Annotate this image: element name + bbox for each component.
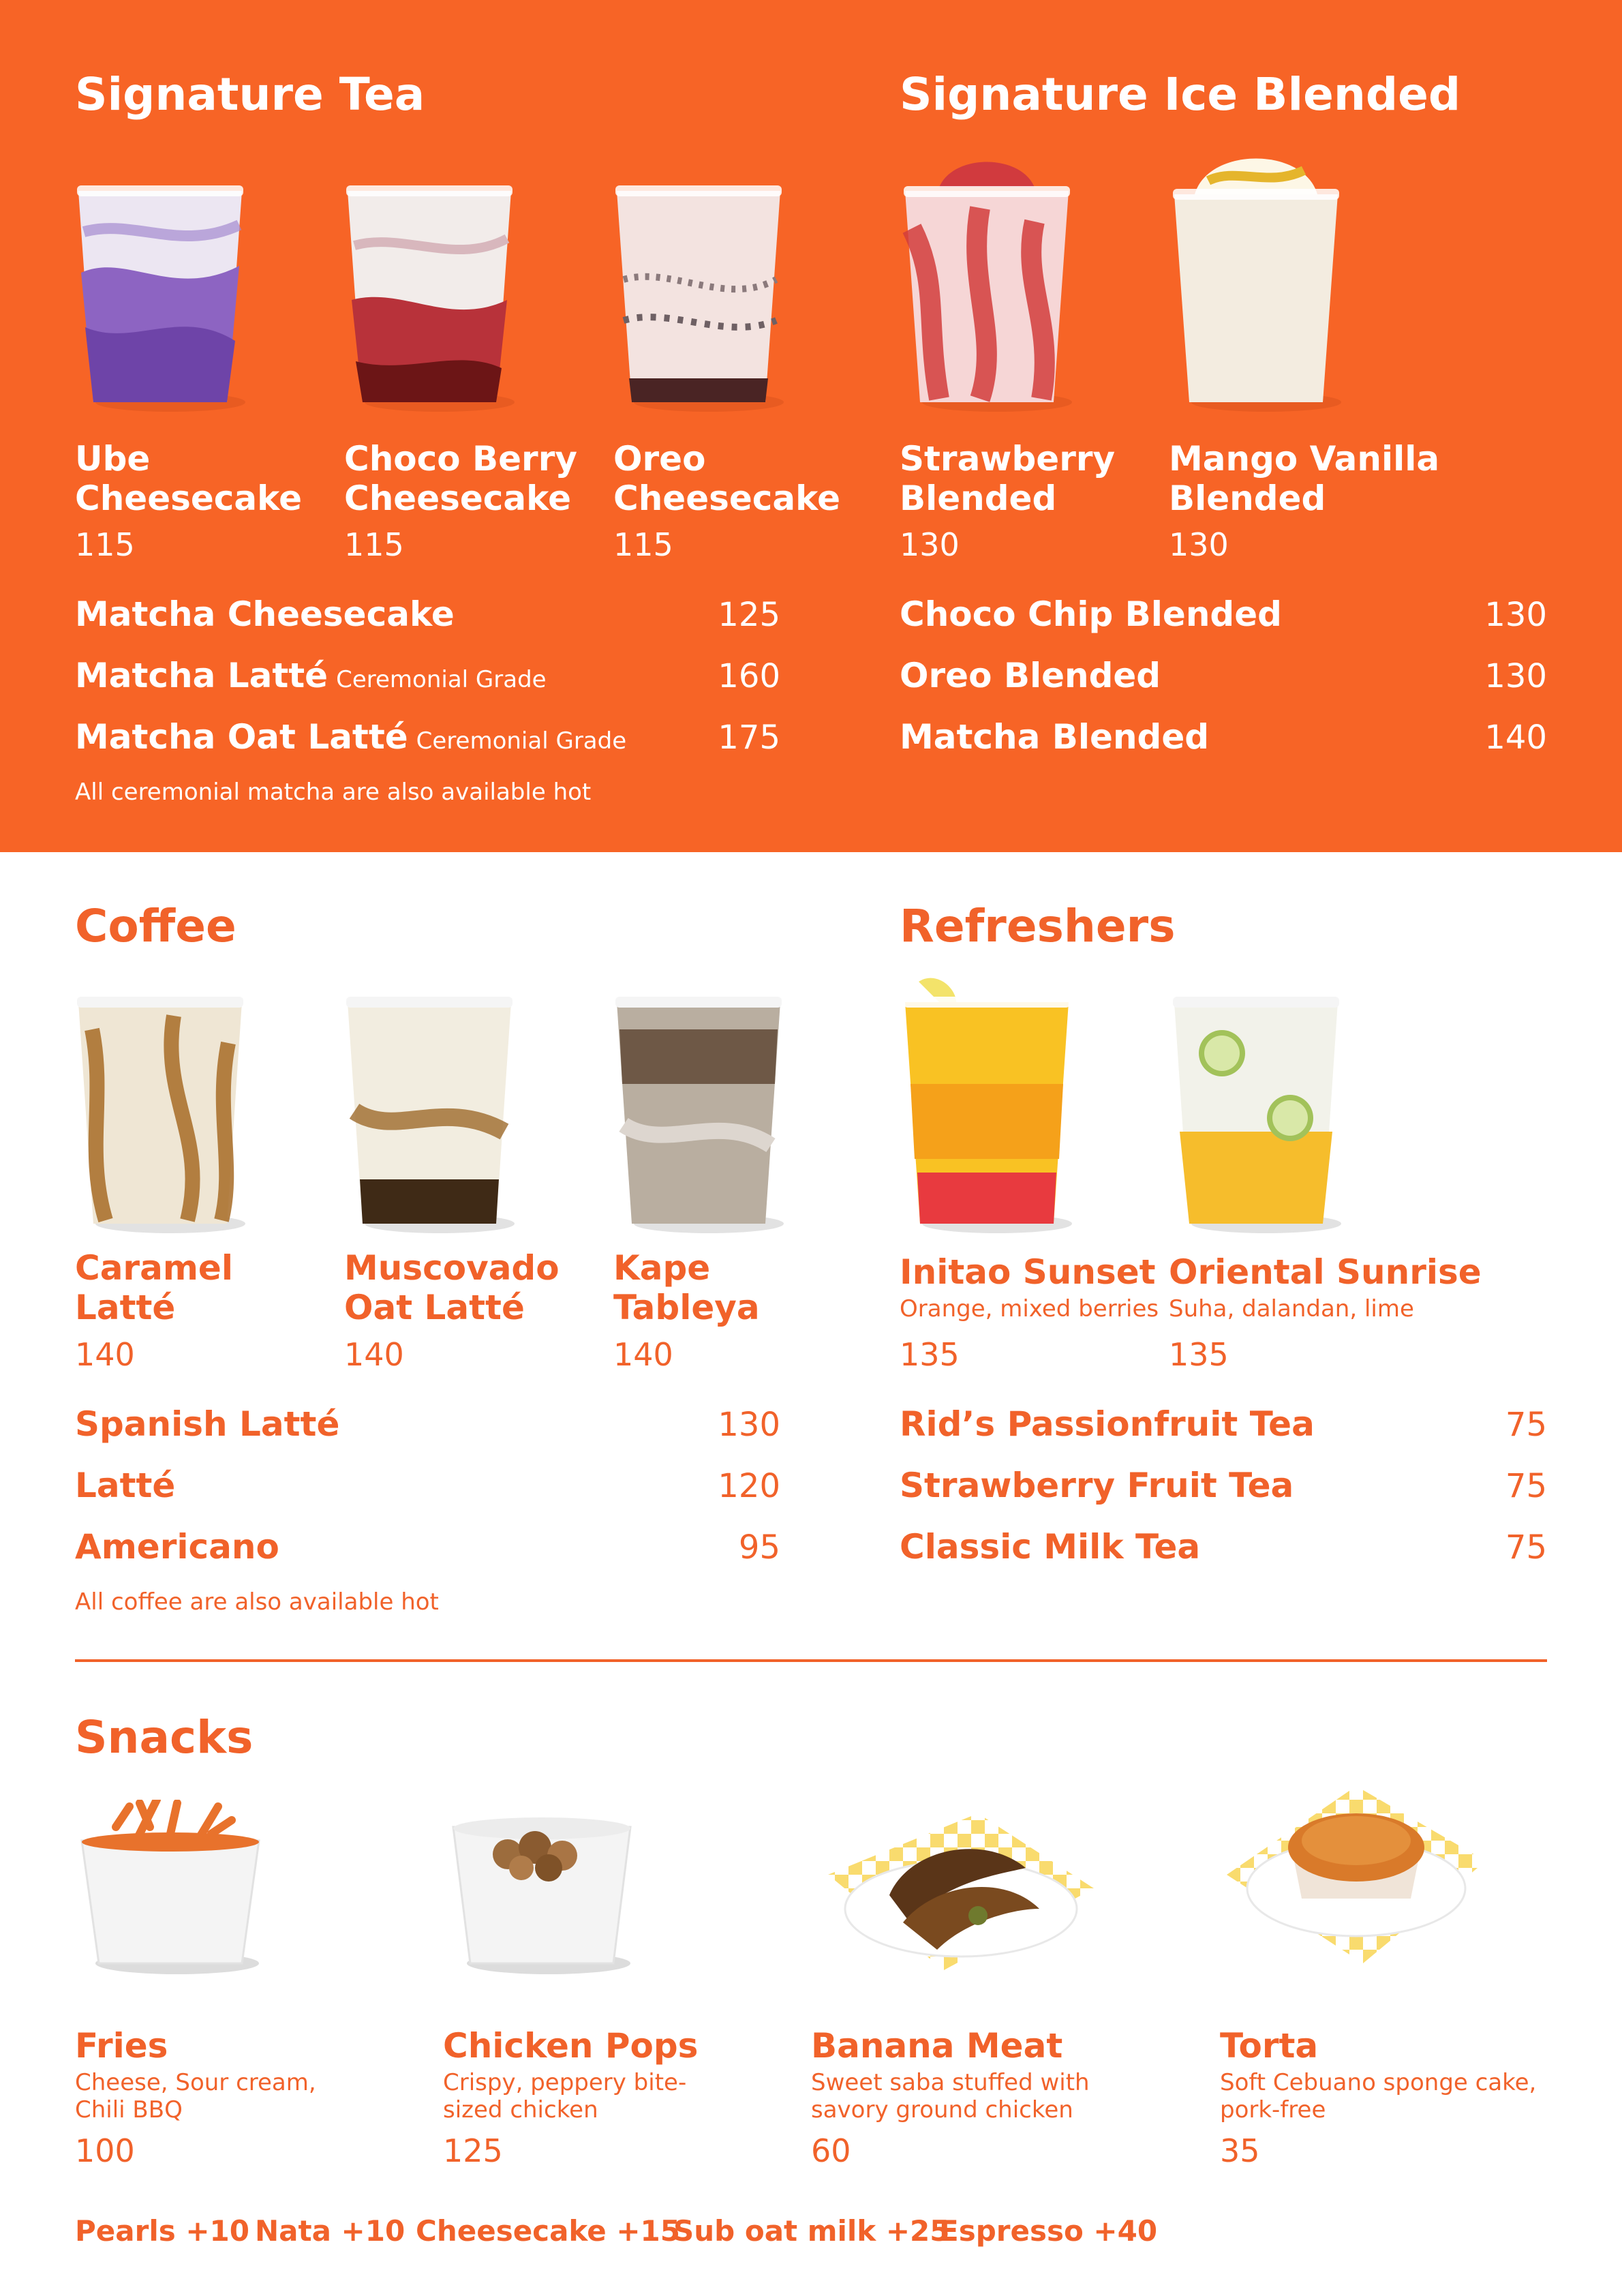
oriental-sunrise-image [1167, 988, 1345, 1234]
addon-pearls: Pearls +10 [75, 2214, 249, 2248]
torta-desc-line1: Soft Cebuano sponge cake, [1220, 2069, 1537, 2096]
menu-row [900, 1466, 1547, 1507]
caramel-latte-name-line1: Caramel [75, 1248, 233, 1288]
chicken-pops-desc-line2: sized chicken [443, 2096, 598, 2124]
menu-row [900, 594, 1547, 635]
coffee-title: Coffee [75, 900, 236, 952]
menu-item-note: Ceremonial Grade [416, 727, 627, 755]
kape-tableya-image [610, 988, 787, 1234]
muscovado-oat-latte-image [341, 988, 518, 1234]
kape-tableya-price: 140 [613, 1336, 673, 1373]
menu-item-price: 130 [718, 1406, 780, 1444]
banana-meat-desc-line2: savory ground chicken [811, 2096, 1073, 2124]
menu-item-price: 175 [718, 719, 780, 757]
menu-item-note: Ceremonial Grade [336, 666, 547, 693]
menu-row [900, 1527, 1547, 1568]
fries-name: Fries [75, 2026, 168, 2066]
menu-item-name: Spanish Latté [75, 1404, 340, 1444]
coffee-footnote: All coffee are also available hot [75, 1588, 439, 1616]
menu-row [75, 1466, 780, 1507]
kape-tableya-name-line2: Tableya [613, 1288, 760, 1327]
torta-price: 35 [1220, 2132, 1260, 2169]
initao-sunset-name: Initao Sunset [900, 1252, 1156, 1292]
menu-row [900, 656, 1547, 697]
banana-meat-desc-line1: Sweet saba stuffed with [811, 2069, 1090, 2096]
section-divider [75, 1659, 1547, 1662]
signature-tea-footnote: All ceremonial matcha are also available hot [75, 779, 592, 806]
oriental-sunrise-name: Oriental Sunrise [1169, 1252, 1482, 1292]
choco-berry-cheesecake-price: 115 [344, 526, 404, 563]
strawberry-blended-price: 130 [900, 526, 960, 563]
initao-sunset-desc: Orange, mixed berries [900, 1295, 1159, 1323]
initao-sunset-image [898, 968, 1075, 1234]
menu-item-price: 125 [718, 596, 780, 634]
strawberry-blended-name-line1: Strawberry [900, 439, 1116, 479]
torta-image [1213, 1772, 1499, 1977]
menu-item-price: 140 [1484, 719, 1547, 757]
mango-vanilla-blended-name-line2: Blended [1169, 479, 1326, 518]
signature-tea-title: Signature Tea [75, 68, 425, 121]
caramel-latte-image [72, 988, 249, 1234]
menu-row [900, 717, 1547, 758]
strawberry-blended-image [898, 147, 1075, 416]
banana-meat-price: 60 [811, 2132, 851, 2169]
menu-row [75, 1404, 780, 1445]
oreo-cheesecake-image [610, 170, 787, 416]
menu-item-price: 130 [1484, 596, 1547, 634]
menu-item-price: 130 [1484, 657, 1547, 695]
menu-item-name: Americano [75, 1527, 279, 1567]
menu-row [75, 1527, 780, 1568]
caramel-latte-price: 140 [75, 1336, 135, 1373]
oriental-sunrise-price: 135 [1169, 1336, 1229, 1373]
menu-item-name: Matcha Latté [75, 656, 328, 695]
chicken-pops-price: 125 [443, 2132, 503, 2169]
muscovado-oat-latte-name-line2: Oat Latté [344, 1288, 525, 1327]
menu-item-price: 160 [718, 657, 780, 695]
snacks-title: Snacks [75, 1711, 254, 1764]
menu-item-name: Matcha Oat Latté [75, 717, 408, 757]
menu-item-price: 75 [1505, 1528, 1547, 1567]
addon-cheesecake: Cheesecake +15 [416, 2214, 680, 2248]
signature-ice-blended-title: Signature Ice Blended [900, 68, 1461, 121]
menu-item-price: 75 [1505, 1406, 1547, 1444]
ube-cheesecake-name-line2: Cheesecake [75, 479, 302, 518]
menu-item-price: 75 [1505, 1467, 1547, 1505]
muscovado-oat-latte-price: 140 [344, 1336, 404, 1373]
menu-item-name: Choco Chip Blended [900, 594, 1282, 634]
oreo-cheesecake-name-line1: Oreo [613, 439, 706, 479]
menu-item-name: Rid’s Passionfruit Tea [900, 1404, 1315, 1444]
mango-vanilla-blended-price: 130 [1169, 526, 1229, 563]
menu-item-price: 95 [738, 1528, 780, 1567]
kape-tableya-name-line1: Kape [613, 1248, 711, 1288]
oreo-cheesecake-price: 115 [613, 526, 673, 563]
oriental-sunrise-desc: Suha, dalandan, lime [1169, 1295, 1414, 1323]
addon-nata: Nata +10 [255, 2214, 406, 2248]
menu-row [75, 656, 780, 697]
ube-cheesecake-name-line1: Ube [75, 439, 151, 479]
menu-item-name: Strawberry Fruit Tea [900, 1466, 1294, 1505]
fries-desc-line2: Chili BBQ [75, 2096, 183, 2124]
initao-sunset-price: 135 [900, 1336, 960, 1373]
fries-image [75, 1800, 266, 1977]
choco-berry-cheesecake-name-line2: Cheesecake [344, 479, 571, 518]
menu-item-name: Oreo Blended [900, 656, 1161, 695]
torta-desc-line2: pork-free [1220, 2096, 1326, 2124]
addon-sub-oat-milk: Sub oat milk +25 [673, 2214, 950, 2248]
choco-berry-cheesecake-name-line1: Choco Berry [344, 439, 577, 479]
ube-cheesecake-image [72, 170, 249, 416]
banana-meat-image [808, 1793, 1107, 1997]
menu-item-name: Matcha Blended [900, 717, 1210, 757]
fries-price: 100 [75, 2132, 135, 2169]
menu-row [75, 594, 780, 635]
strawberry-blended-name-line2: Blended [900, 479, 1057, 518]
mango-vanilla-blended-name-line1: Mango Vanilla [1169, 439, 1440, 479]
chicken-pops-name: Chicken Pops [443, 2026, 699, 2066]
menu-row [75, 717, 780, 758]
refreshers-title: Refreshers [900, 900, 1176, 952]
chicken-pops-image [446, 1800, 637, 1977]
menu-item-name: Classic Milk Tea [900, 1527, 1201, 1567]
chicken-pops-desc-line1: Crispy, peppery bite- [443, 2069, 687, 2096]
menu-item-name: Matcha Cheesecake [75, 594, 455, 634]
ube-cheesecake-price: 115 [75, 526, 135, 563]
mango-vanilla-blended-image [1167, 140, 1345, 416]
addon-espresso: Espresso +40 [939, 2214, 1158, 2248]
menu-item-price: 120 [718, 1467, 780, 1505]
banana-meat-name: Banana Meat [811, 2026, 1063, 2066]
caramel-latte-name-line2: Latté [75, 1288, 176, 1327]
torta-name: Torta [1220, 2026, 1319, 2066]
menu-item-name: Latté [75, 1466, 176, 1505]
oreo-cheesecake-name-line2: Cheesecake [613, 479, 840, 518]
fries-desc-line1: Cheese, Sour cream, [75, 2069, 316, 2096]
muscovado-oat-latte-name-line1: Muscovado [344, 1248, 560, 1288]
choco-berry-cheesecake-image [341, 170, 518, 416]
menu-row [900, 1404, 1547, 1445]
